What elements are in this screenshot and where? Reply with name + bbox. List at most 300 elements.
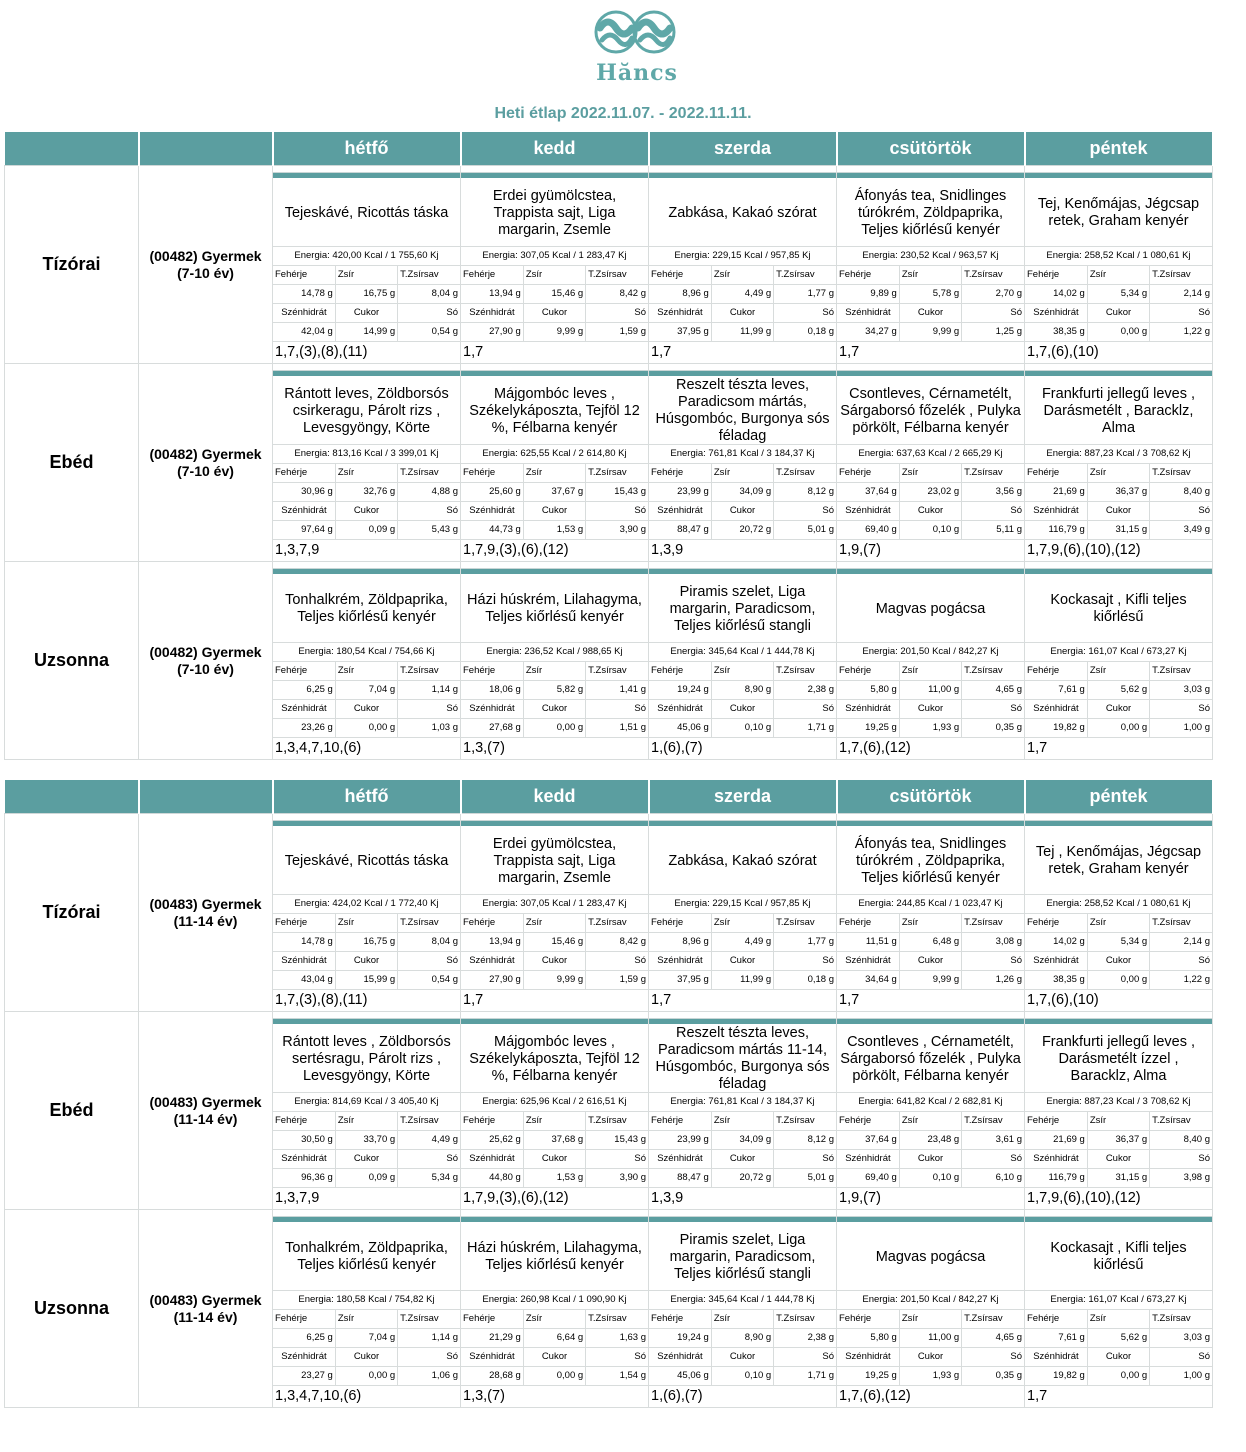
energy-value: Energia: 201,50 Kcal / 842,27 Kj [837,643,1024,662]
sat-fat-label: T.Zsírsav [1150,1112,1212,1131]
sat-fat-value: 2,38 g [774,681,836,700]
salt-label: Só [774,502,836,521]
fat-value: 5,78 g [899,285,961,304]
salt-label: Só [1150,1150,1212,1169]
sugar-label: Cukor [1087,952,1149,971]
fat-value: 37,68 g [523,1131,585,1150]
food-name: Májgombóc leves , Székelykáposzta, Tejföl 12 %, Félbarna kenyér [461,376,648,445]
nutrient-label-row [273,1348,460,1367]
sugar-value: 9,99 g [523,971,585,990]
carb-value: 37,95 g [649,323,711,342]
fat-label: Zsír [335,1112,397,1131]
salt-label: Só [962,1348,1024,1367]
meal-label: Ebéd [5,364,139,562]
food-name: Tejeskávé, Ricottás táska [273,178,460,247]
meal-row [5,364,1213,562]
salt-value: 5,01 g [774,1169,836,1188]
nutrient-value-row [649,483,836,502]
protein-value: 25,62 g [461,1131,523,1150]
menu-cell [273,562,461,760]
nutrient-label-row [1025,1150,1212,1169]
sugar-label: Cukor [899,304,961,323]
nutrient-value-row [837,1329,1024,1348]
carb-label: Szénhidrát [1025,304,1087,323]
fat-value: 8,90 g [711,1329,773,1348]
salt-label: Só [586,952,648,971]
sat-fat-label: T.Zsírsav [398,266,460,285]
day-header-row [5,780,1213,814]
menu-cell [649,166,837,364]
nutrient-label-row [837,304,1024,323]
energy-value: Energia: 625,55 Kcal / 2 614,80 Kj [461,445,648,464]
carb-label: Szénhidrát [273,304,335,323]
protein-label: Fehérje [1025,1112,1087,1131]
group-label: (00482) Gyermek (7-10 év) [139,364,273,562]
salt-value: 0,54 g [398,971,460,990]
nutrient-value-row [837,933,1024,952]
protein-label: Fehérje [649,1112,711,1131]
food-name: Piramis szelet, Liga margarin, Paradicsom, Teljes kiőrlésű stangli [649,1222,836,1291]
fat-value: 5,82 g [523,681,585,700]
meal-label: Tízórai [5,166,139,364]
carb-value: 23,26 g [273,719,335,738]
nutrient-value-row [649,1131,836,1150]
nutrient-label-row [273,662,460,681]
fat-value: 5,34 g [1087,285,1149,304]
fat-value: 7,04 g [335,681,397,700]
protein-value: 23,99 g [649,483,711,502]
sugar-value: 1,53 g [523,1169,585,1188]
sugar-label: Cukor [899,700,961,719]
sugar-label: Cukor [1087,502,1149,521]
fat-value: 32,76 g [335,483,397,502]
sat-fat-value: 1,63 g [586,1329,648,1348]
meal-row [5,814,1213,1012]
fat-value: 6,48 g [899,933,961,952]
carb-value: 19,25 g [837,719,899,738]
sat-fat-value: 3,56 g [962,483,1024,502]
fat-value: 37,67 g [523,483,585,502]
menu-cell [1025,1210,1213,1408]
allergen-codes: 1,7,(6),(10) [1027,992,1099,1008]
protein-label: Fehérje [273,266,335,285]
menu-cell [649,814,837,1012]
nutrient-label-row [837,914,1024,933]
nutrient-value-row [1025,521,1212,540]
fat-label: Zsír [335,914,397,933]
menu-cell [461,364,649,562]
carb-label: Szénhidrát [461,502,523,521]
carb-value: 45,06 g [649,719,711,738]
protein-label: Fehérje [461,464,523,483]
nutrient-label-row [1025,304,1212,323]
nutrient-value-row [461,285,648,304]
sat-fat-label: T.Zsírsav [586,1310,648,1329]
sugar-value: 14,99 g [335,323,397,342]
sugar-label: Cukor [899,1348,961,1367]
fat-value: 5,62 g [1087,681,1149,700]
sugar-value: 20,72 g [711,521,773,540]
protein-label: Fehérje [837,464,899,483]
nutrient-label-row [1025,914,1212,933]
day-header: kedd [461,132,649,166]
protein-label: Fehérje [649,266,711,285]
nutrient-label-row [649,1348,836,1367]
sugar-value: 20,72 g [711,1169,773,1188]
day-header: csütörtök [837,780,1025,814]
carb-value: 44,80 g [461,1169,523,1188]
carb-value: 34,27 g [837,323,899,342]
nutrition-table [837,1310,1024,1386]
salt-value: 1,06 g [398,1367,460,1386]
nutrition-table [1025,1310,1212,1386]
nutrition-table [837,266,1024,342]
protein-value: 11,51 g [837,933,899,952]
sugar-label: Cukor [335,1150,397,1169]
nutrient-value-row [837,285,1024,304]
nutrient-label-row [649,502,836,521]
sat-fat-label: T.Zsírsav [1150,266,1212,285]
fat-label: Zsír [335,464,397,483]
protein-label: Fehérje [837,662,899,681]
salt-value: 1,26 g [962,971,1024,990]
allergen-codes: 1,7,(6),(12) [839,1388,911,1404]
nutrition-table [1025,1112,1212,1188]
nutrition-table [649,914,836,990]
salt-value: 1,22 g [1150,323,1212,342]
fat-label: Zsír [711,662,773,681]
fat-value: 11,00 g [899,681,961,700]
energy-value: Energia: 229,15 Kcal / 957,85 Kj [649,895,836,914]
protein-value: 30,96 g [273,483,335,502]
carb-label: Szénhidrát [837,1348,899,1367]
fat-label: Zsír [899,662,961,681]
salt-value: 1,00 g [1150,719,1212,738]
fat-label: Zsír [899,914,961,933]
carb-label: Szénhidrát [461,1150,523,1169]
salt-value: 5,01 g [774,521,836,540]
nutrient-value-row [1025,933,1212,952]
salt-value: 5,11 g [962,521,1024,540]
protein-label: Fehérje [1025,266,1087,285]
nutrient-label-row [649,464,836,483]
nutrient-label-row [273,952,460,971]
sugar-value: 11,99 g [711,971,773,990]
sat-fat-label: T.Zsírsav [962,464,1024,483]
nutrition-table [273,464,460,540]
sugar-label: Cukor [523,1150,585,1169]
sat-fat-value: 2,70 g [962,285,1024,304]
nutrient-label-row [461,662,648,681]
nutrient-label-row [461,952,648,971]
carb-value: 28,68 g [461,1367,523,1386]
carb-label: Szénhidrát [461,952,523,971]
protein-value: 8,96 g [649,933,711,952]
carb-label: Szénhidrát [273,502,335,521]
sat-fat-label: T.Zsírsav [774,914,836,933]
nutrient-value-row [273,1131,460,1150]
nutrient-value-row [273,483,460,502]
carb-value: 116,79 g [1025,1169,1087,1188]
sugar-value: 0,10 g [711,1367,773,1386]
nutrient-value-row [461,323,648,342]
nutrient-value-row [837,1367,1024,1386]
food-name: Zabkása, Kakaó szórat [649,178,836,247]
nutrition-table [837,914,1024,990]
food-name: Magvas pogácsa [837,1222,1024,1291]
protein-value: 21,69 g [1025,483,1087,502]
sat-fat-label: T.Zsírsav [398,1310,460,1329]
salt-label: Só [586,700,648,719]
allergen-codes: 1,7 [839,992,860,1008]
sugar-value: 0,00 g [1087,323,1149,342]
nutrient-label-row [837,700,1024,719]
fat-value: 15,46 g [523,933,585,952]
carb-label: Szénhidrát [649,700,711,719]
energy-value: Energia: 307,05 Kcal / 1 283,47 Kj [461,247,648,266]
carb-value: 69,40 g [837,1169,899,1188]
energy-value: Energia: 345,64 Kcal / 1 444,78 Kj [649,1291,836,1310]
sat-fat-label: T.Zsírsav [398,914,460,933]
allergen-codes: 1,3,(7) [463,740,505,756]
sugar-label: Cukor [335,1348,397,1367]
menu-cell [1025,562,1213,760]
protein-label: Fehérje [837,1112,899,1131]
protein-label: Fehérje [273,1310,335,1329]
fat-label: Zsír [1087,1310,1149,1329]
nutrient-label-row [837,464,1024,483]
salt-value: 3,90 g [586,1169,648,1188]
salt-value: 5,43 g [398,521,460,540]
sat-fat-label: T.Zsírsav [962,662,1024,681]
protein-value: 14,02 g [1025,933,1087,952]
nutrition-table [649,266,836,342]
sugar-value: 0,00 g [1087,1367,1149,1386]
nutrient-value-row [273,933,460,952]
sugar-label: Cukor [1087,1150,1149,1169]
allergen-codes: 1,7,(3),(8),(11) [275,992,368,1008]
sat-fat-label: T.Zsírsav [586,266,648,285]
nutrition-table [1025,914,1212,990]
nutrient-value-row [1025,285,1212,304]
sat-fat-label: T.Zsírsav [774,464,836,483]
sat-fat-value: 8,12 g [774,483,836,502]
fat-label: Zsír [523,914,585,933]
sat-fat-value: 8,04 g [398,933,460,952]
carb-label: Szénhidrát [1025,952,1087,971]
carb-label: Szénhidrát [837,700,899,719]
food-name: Kockasajt , Kifli teljes kiőrlésű [1025,574,1212,643]
sugar-value: 0,00 g [335,719,397,738]
sugar-label: Cukor [335,304,397,323]
salt-label: Só [586,502,648,521]
nutrient-label-row [1025,662,1212,681]
nutrient-value-row [273,971,460,990]
sugar-label: Cukor [711,304,773,323]
allergen-codes: 1,(6),(7) [651,740,703,756]
salt-label: Só [398,1150,460,1169]
day-header: szerda [649,780,837,814]
sugar-label: Cukor [1087,304,1149,323]
nutrient-value-row [837,483,1024,502]
menu-cell [837,364,1025,562]
nutrient-label-row [649,952,836,971]
protein-value: 5,80 g [837,1329,899,1348]
allergen-codes: 1,(6),(7) [651,1388,703,1404]
nutrient-value-row [837,971,1024,990]
nutrient-label-row [649,1150,836,1169]
salt-label: Só [398,700,460,719]
sat-fat-label: T.Zsírsav [962,266,1024,285]
nutrient-value-row [1025,1169,1212,1188]
nutrient-value-row [273,681,460,700]
nutrition-table [461,914,648,990]
energy-value: Energia: 420,00 Kcal / 1 755,60 Kj [273,247,460,266]
menu-table-1 [4,132,1214,760]
energy-value: Energia: 258,52 Kcal / 1 080,61 Kj [1025,247,1212,266]
fat-value: 23,02 g [899,483,961,502]
sat-fat-value: 8,42 g [586,933,648,952]
protein-value: 7,61 g [1025,1329,1087,1348]
nutrient-value-row [837,1131,1024,1150]
carb-label: Szénhidrát [273,700,335,719]
protein-label: Fehérje [649,464,711,483]
sugar-label: Cukor [899,502,961,521]
food-name: Tej, Kenőmájas, Jégcsap retek, Graham kenyér [1025,178,1212,247]
salt-value: 1,22 g [1150,971,1212,990]
nutrient-label-row [1025,1348,1212,1367]
salt-label: Só [398,1348,460,1367]
energy-value: Energia: 641,82 Kcal / 2 682,81 Kj [837,1093,1024,1112]
salt-label: Só [586,304,648,323]
nutrient-value-row [273,719,460,738]
sugar-label: Cukor [1087,700,1149,719]
salt-label: Só [962,502,1024,521]
sugar-value: 9,99 g [899,971,961,990]
fat-value: 16,75 g [335,933,397,952]
carb-value: 37,95 g [649,971,711,990]
group-label: (00482) Gyermek (7-10 év) [139,166,273,364]
allergen-codes: 1,3,7,9 [275,1190,320,1206]
nutrient-label-row [273,464,460,483]
nutrient-value-row [649,521,836,540]
fat-label: Zsír [335,266,397,285]
nutrient-value-row [273,521,460,540]
sugar-label: Cukor [711,952,773,971]
menu-cell [461,814,649,1012]
salt-value: 1,71 g [774,719,836,738]
carb-label: Szénhidrát [649,952,711,971]
nutrition-table [837,464,1024,540]
sugar-value: 0,00 g [335,1367,397,1386]
nutrient-label-row [273,1150,460,1169]
energy-value: Energia: 180,54 Kcal / 754,66 Kj [273,643,460,662]
nutrient-value-row [461,1169,648,1188]
allergen-codes: 1,7 [651,344,672,360]
day-header: péntek [1025,780,1213,814]
nutrient-label-row [837,1310,1024,1329]
food-name: Áfonyás tea, Snidlinges túrókrém , Zöldpaprika, Teljes kiőrlésű kenyér [837,826,1024,895]
energy-value: Energia: 424,02 Kcal / 1 772,40 Kj [273,895,460,914]
nutrition-table [273,914,460,990]
nutrition-table [1025,266,1212,342]
carb-label: Szénhidrát [273,1150,335,1169]
fat-value: 36,37 g [1087,483,1149,502]
carb-value: 19,82 g [1025,719,1087,738]
carb-label: Szénhidrát [837,1150,899,1169]
salt-label: Só [1150,1348,1212,1367]
energy-value: Energia: 307,05 Kcal / 1 283,47 Kj [461,895,648,914]
menu-cell [649,1012,837,1210]
food-name: Zabkása, Kakaó szórat [649,826,836,895]
fat-label: Zsír [523,1310,585,1329]
nutrient-label-row [273,304,460,323]
fat-label: Zsír [899,1310,961,1329]
protein-value: 19,24 g [649,1329,711,1348]
salt-value: 0,54 g [398,323,460,342]
carb-value: 97,64 g [273,521,335,540]
energy-value: Energia: 161,07 Kcal / 673,27 Kj [1025,1291,1212,1310]
fat-value: 4,49 g [711,933,773,952]
sat-fat-value: 15,43 g [586,483,648,502]
salt-value: 6,10 g [962,1169,1024,1188]
sat-fat-value: 8,04 g [398,285,460,304]
sugar-label: Cukor [335,952,397,971]
salt-label: Só [774,1150,836,1169]
nutrient-value-row [1025,483,1212,502]
energy-value: Energia: 761,81 Kcal / 3 184,37 Kj [649,445,836,464]
nutrient-value-row [273,285,460,304]
sat-fat-value: 1,41 g [586,681,648,700]
sugar-label: Cukor [523,700,585,719]
sugar-value: 1,53 g [523,521,585,540]
nutrition-table [461,464,648,540]
salt-value: 1,51 g [586,719,648,738]
menu-cell [461,1210,649,1408]
allergen-codes: 1,7,(6),(12) [839,740,911,756]
energy-value: Energia: 258,52 Kcal / 1 080,61 Kj [1025,895,1212,914]
fat-value: 34,09 g [711,483,773,502]
energy-value: Energia: 230,52 Kcal / 963,57 Kj [837,247,1024,266]
fat-label: Zsír [711,266,773,285]
carb-value: 27,90 g [461,323,523,342]
protein-label: Fehérje [273,464,335,483]
nutrient-label-row [273,700,460,719]
protein-value: 21,29 g [461,1329,523,1348]
energy-value: Energia: 887,23 Kcal / 3 708,62 Kj [1025,1093,1212,1112]
sat-fat-label: T.Zsírsav [586,914,648,933]
sat-fat-label: T.Zsírsav [1150,662,1212,681]
carb-value: 44,73 g [461,521,523,540]
sugar-label: Cukor [523,952,585,971]
food-name: Piramis szelet, Liga margarin, Paradicsom, Teljes kiőrlésű stangli [649,574,836,643]
menu-table-2 [4,780,1214,1408]
food-name: Kockasajt , Kifli teljes kiőrlésű [1025,1222,1212,1291]
nutrient-label-row [461,1150,648,1169]
menu-cell [649,562,837,760]
food-name: Áfonyás tea, Snidlinges túrókrém, Zöldpaprika, Teljes kiőrlésű kenyér [837,178,1024,247]
nutrition-table [649,662,836,738]
group-label: (00482) Gyermek (7-10 év) [139,562,273,760]
protein-value: 25,60 g [461,483,523,502]
sugar-label: Cukor [711,1348,773,1367]
salt-value: 3,49 g [1150,521,1212,540]
nutrient-value-row [649,1367,836,1386]
protein-value: 5,80 g [837,681,899,700]
fat-label: Zsír [899,1112,961,1131]
sugar-value: 0,00 g [523,719,585,738]
nutrient-label-row [273,914,460,933]
